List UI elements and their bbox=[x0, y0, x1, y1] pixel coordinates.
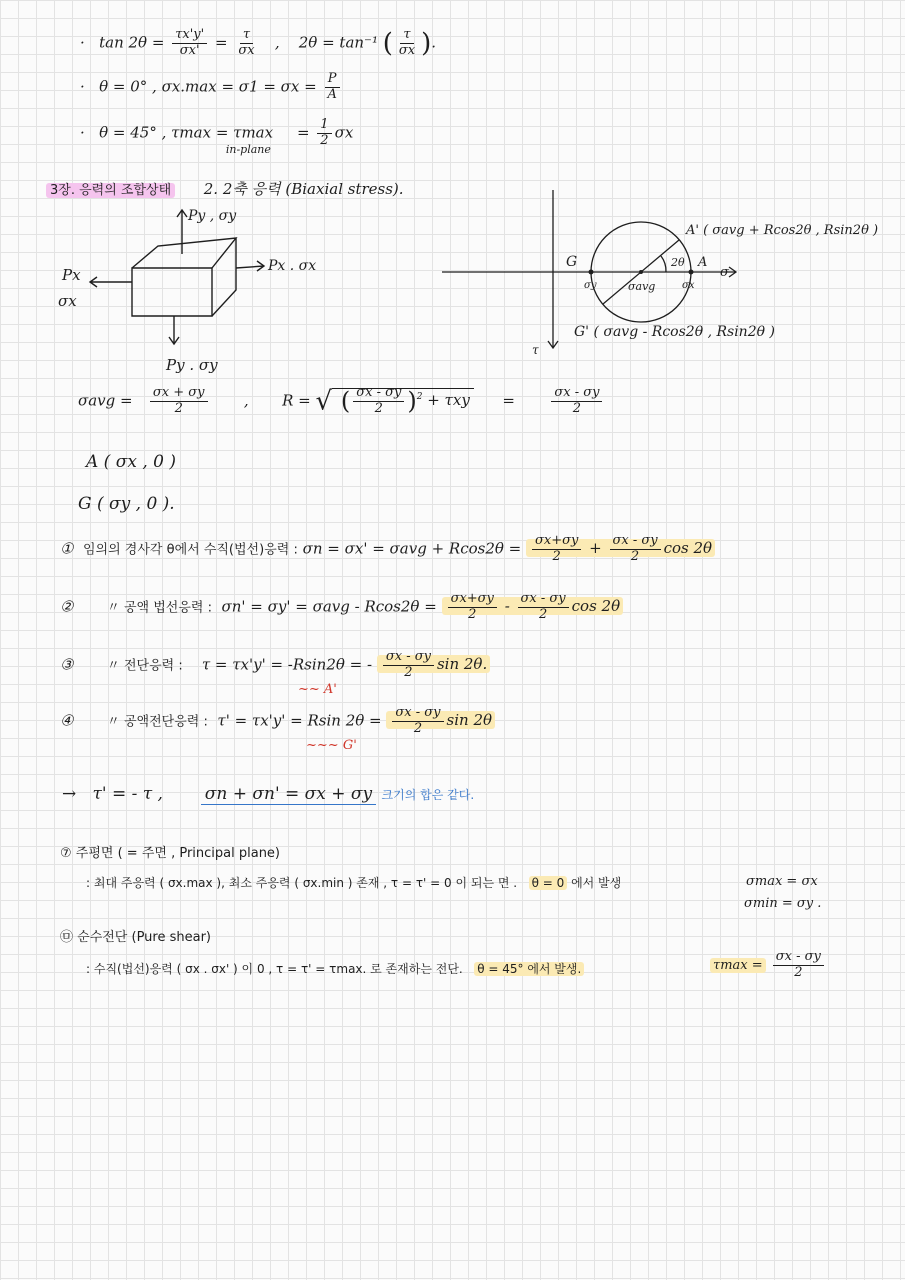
fraction: $\frac{\tau x'y'}{\sigma x'}$ bbox=[172, 28, 207, 59]
fraction: $\frac{\sigma x - \sigma y}{2}$ bbox=[353, 386, 404, 417]
avg-radius-equation: σavg = $\frac{\sigma x + \sigma y}{2}$ , R = √ ( $\frac{\sigma x - \sigma y}{2}$ )$^2$ + τxy = $\frac{\sigma x - \sigma y}{2}$ bbox=[78, 386, 605, 417]
point-a-coords: A ( σx , 0 ) bbox=[86, 452, 176, 472]
summary-line: → τ' = - τ , σn + σn' = σx + σy 크기의 합은 같다. bbox=[62, 784, 475, 804]
tau-axis bbox=[548, 190, 558, 348]
section-header bbox=[46, 178, 404, 199]
two-theta-label: 2θ bbox=[671, 256, 685, 269]
fraction: $\frac{1}{2}$ bbox=[317, 118, 331, 149]
cube-side bbox=[212, 238, 236, 316]
tau-axis-label: τ bbox=[532, 343, 539, 357]
sum-note: 크기의 합은 같다. bbox=[381, 788, 475, 802]
point-g bbox=[589, 270, 594, 275]
sigma-avg-lhs: σavg = bbox=[78, 391, 133, 410]
shear-a-prime-note: ~~ A' bbox=[298, 682, 337, 697]
principal-plane-heading: ⑦ 주평면 ( = 주면 , Principal plane) bbox=[60, 846, 281, 861]
stress-item: ③ 〃 전단응력 : τ = τx'y' = -Rsin2θ = - $\frac{\sigma x - \sigma y}{2}$ sin 2θ. bbox=[60, 650, 490, 681]
sigma-avg-label: σavg bbox=[628, 280, 656, 293]
sum-equation: σn + σn' = σx + σy bbox=[201, 784, 376, 805]
g-label: G bbox=[566, 254, 578, 270]
a-label: A bbox=[698, 255, 708, 270]
formula-line-2: · θ = 0° , σx.max = σ1 = σx = $\frac{P}{A}$ bbox=[80, 72, 343, 103]
principal-plane-body: : 최대 주응력 ( σx.max ), 최소 주응력 ( σx.min ) 존재 , τ = τ' = 0 이 되는 면 . θ = 0 에서 발생 bbox=[86, 876, 622, 890]
tau-max-formula: τmax = $\frac{\sigma x - \sigma y}{2}$ bbox=[710, 950, 827, 981]
r-lhs: R = bbox=[282, 391, 311, 410]
sigma-axis-label: σ bbox=[720, 265, 729, 280]
sx-left-label: σx bbox=[58, 292, 77, 310]
sigma-y-label: σy bbox=[584, 280, 597, 291]
fraction: $\frac{\sigma x - \sigma y}{2}$ bbox=[773, 950, 824, 981]
py-sy-label: Py , σy bbox=[188, 208, 237, 224]
point-g-coords: G ( σy , 0 ). bbox=[78, 494, 175, 514]
section-title: 2. 2축 응력 (Biaxial stress). bbox=[203, 180, 404, 198]
a-prime-label: A' ( σavg + Rcos2θ , Rsin2θ ) bbox=[686, 223, 879, 238]
stress-item: ① 임의의 경사각 θ에서 수직(법선)응력 : σn = σx' = σavg + Rcos2θ = $\frac{\sigma x+\sigma y}{2}$ + $\frac{\sigma x - \sigma y}{2}$ cos 2θ bbox=[60, 534, 715, 565]
fraction: $\frac{\sigma x - \sigma y}{2}$ bbox=[551, 386, 602, 417]
fraction: $\frac{\tau}{\sigma x}$ bbox=[238, 27, 255, 58]
two-theta-arc bbox=[661, 256, 666, 272]
chapter-label: 3장. 응력의 조합상태 bbox=[46, 183, 175, 198]
g-prime-label: G' ( σavg - Rcos2θ , Rsin2θ ) bbox=[574, 324, 775, 340]
cube-front bbox=[132, 268, 212, 316]
stress-cube-diagram bbox=[40, 198, 340, 378]
highlighted-result: $\frac{\sigma x+\sigma y}{2}$ - $\frac{\sigma x - \sigma y}{2}$ cos 2θ bbox=[442, 597, 624, 615]
sigma-min-label: σmin = σy . bbox=[744, 896, 822, 911]
highlighted-result: $\frac{\sigma x+\sigma y}{2}$ + $\frac{\sigma x - \sigma y}{2}$ cos 2θ bbox=[526, 539, 715, 557]
center-point bbox=[639, 270, 643, 274]
theta-45-expression: θ = 45° , τmax = τmax bbox=[99, 123, 274, 142]
stress-item: ④ 〃 공액전단응력 : τ' = τx'y' = Rsin 2θ = $\frac{\sigma x - \sigma y}{2}$ sin 2θ bbox=[60, 706, 495, 737]
pure-shear-heading: ㉤ 순수전단 (Pure shear) bbox=[60, 930, 212, 945]
sigma-x-label: σx bbox=[682, 280, 695, 291]
stress-item: ② 〃 공액 법선응력 : σn' = σy' = σavg - Rcos2θ = $\frac{\sigma x+\sigma y}{2}$ - $\frac{\sigma x - \sigma y}{2}$ cos 2θ bbox=[60, 592, 623, 623]
fraction: $\frac{\tau}{\sigma x}$ bbox=[398, 27, 416, 58]
highlighted-result: $\frac{\sigma x - \sigma y}{2}$ sin 2θ bbox=[386, 711, 495, 729]
arrow-right-icon: → bbox=[62, 784, 77, 804]
bullet: · bbox=[80, 33, 85, 52]
fraction: $\frac{\sigma x + \sigma y}{2}$ bbox=[150, 386, 208, 417]
formula-line-1: · tan 2θ = $\frac{\tau x'y'}{\sigma x'}$ = $\frac{\tau}{\sigma x}$ , 2θ = tan⁻¹ ( $\frac{\tau}{\sigma x}$ ). bbox=[80, 27, 437, 59]
point-a bbox=[689, 270, 694, 275]
theta-zero-condition: θ = 0 bbox=[529, 876, 568, 890]
fraction: $\frac{P}{A}$ bbox=[324, 72, 339, 103]
px-sx-right-label: Px . σx bbox=[268, 258, 317, 274]
px-left-label: Px bbox=[62, 266, 81, 284]
arrow-px-left bbox=[90, 277, 132, 287]
mohr-circle-diagram bbox=[440, 186, 890, 362]
inverse-tan: 2θ = tan⁻¹ bbox=[298, 33, 378, 52]
highlighted-result: $\frac{\sigma x - \sigma y}{2}$ sin 2θ. bbox=[377, 655, 490, 673]
theta-45-condition: θ = 45° 에서 발생. bbox=[474, 962, 584, 976]
sigma-max-label: σmax = σx bbox=[746, 874, 818, 889]
tan-2theta: tan 2θ = bbox=[99, 33, 165, 52]
arrow-py-down bbox=[169, 316, 179, 344]
py-sy-bottom-label: Py . σy bbox=[166, 356, 218, 374]
pure-shear-body: : 수직(법선)응력 ( σx . σx' ) 이 0 , τ = τ' = τmax. 로 존재하는 전단. θ = 45° 에서 발생. bbox=[86, 960, 584, 977]
formula-line-3: · θ = 45° , τmax = τmax in-plane = $\frac{1}{2}$ σx bbox=[80, 117, 354, 157]
arrow-px-right bbox=[236, 261, 264, 271]
cube-top bbox=[132, 238, 236, 268]
theta-zero-expression: θ = 0° , σx.max = σ1 = σx = bbox=[99, 77, 317, 96]
arrow-py-up bbox=[177, 210, 187, 254]
shear-g-prime-note: ~~~ G' bbox=[306, 738, 357, 753]
